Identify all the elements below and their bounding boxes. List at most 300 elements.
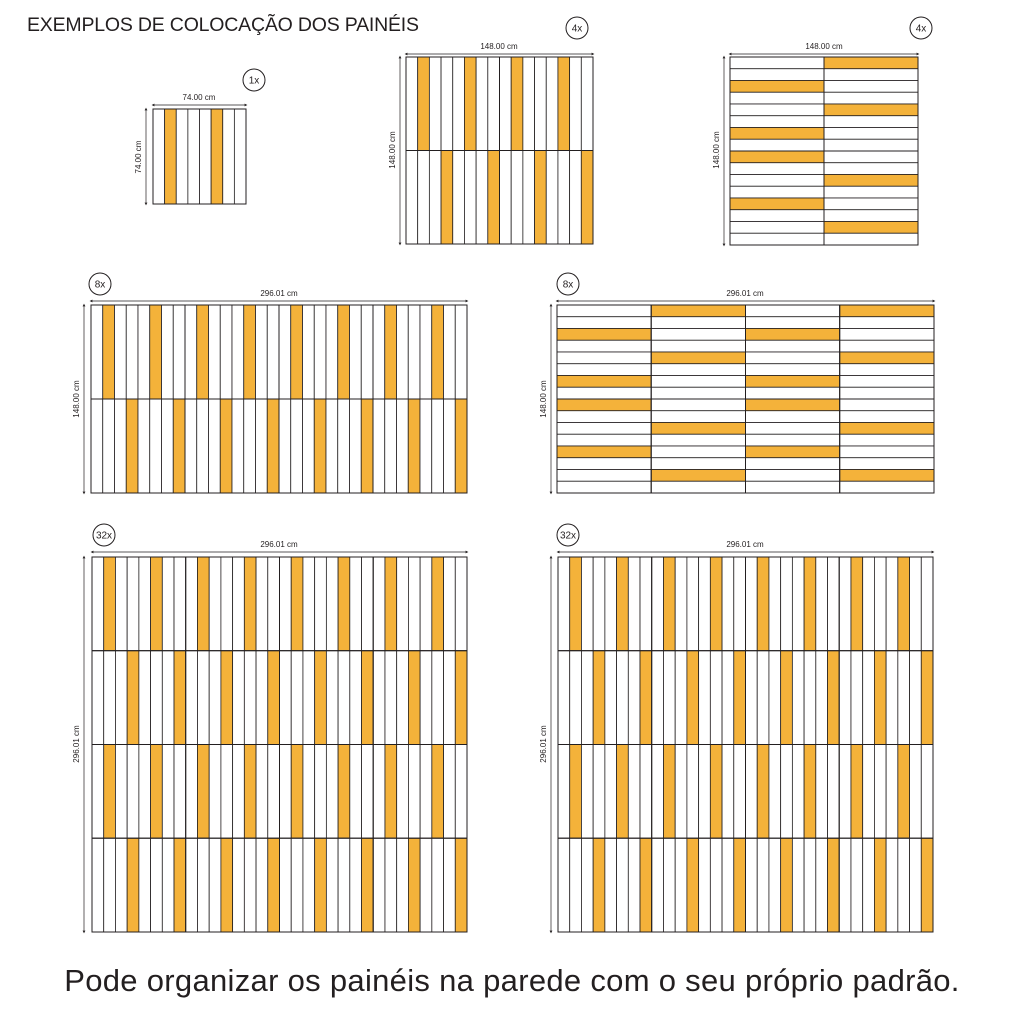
slat [557,423,651,435]
slat [652,651,664,745]
panel [186,745,280,839]
accent-slat [651,305,745,317]
slat [886,838,898,932]
slat [92,745,104,839]
slat [303,305,315,399]
slat [256,399,268,493]
slat [233,838,245,932]
panel [824,57,918,151]
panel [746,557,840,651]
slat [162,838,174,932]
panel [558,557,652,651]
accent-slat [570,745,582,839]
slat [617,838,629,932]
accent-slat [840,470,934,482]
slat [420,399,432,493]
panel [557,305,651,399]
slat [886,651,898,745]
slat [338,399,350,493]
panel [839,838,933,932]
slat [581,651,593,745]
slat [362,557,374,651]
slat [256,305,268,399]
slat [104,838,116,932]
slat [734,557,746,651]
slat [233,557,245,651]
slat [804,838,816,932]
accent-slat [874,651,886,745]
slat [910,838,922,932]
accent-slat [651,352,745,364]
slat [197,399,209,493]
accent-slat [315,838,327,932]
slat [91,305,103,399]
accent-slat [617,745,629,839]
slat [291,399,303,493]
slat [267,305,279,399]
slat [256,745,268,839]
slat [279,399,291,493]
slat [824,69,918,81]
slat [898,838,910,932]
slat [385,838,397,932]
accent-slat [710,557,722,651]
slat [605,838,617,932]
accent-slat [314,399,326,493]
slat [851,838,863,932]
accent-slat [291,305,303,399]
accent-slat [757,557,769,651]
slat [153,109,165,204]
slat [816,557,828,651]
slat [840,329,934,341]
accent-slat [220,399,232,493]
accent-slat [464,57,476,151]
accent-slat [651,423,745,435]
slat [176,109,188,204]
slat [185,399,197,493]
panel [839,557,933,651]
slat [730,92,824,104]
accent-slat [828,838,840,932]
slat [851,651,863,745]
slat [840,481,934,493]
slat [605,651,617,745]
panel [280,557,374,651]
accent-slat [687,838,699,932]
slat [898,651,910,745]
slat [444,305,456,399]
slat [863,651,875,745]
slat [162,557,174,651]
slat [781,745,793,839]
slat [523,151,535,245]
accent-slat [103,305,115,399]
accent-slat [730,151,824,163]
accent-slat [730,198,824,210]
slat [593,557,605,651]
panel [558,838,652,932]
accent-slat [804,557,816,651]
slat [824,198,918,210]
slat [746,434,840,446]
slat [769,651,781,745]
slat [315,557,327,651]
slat [303,838,315,932]
slat [824,116,918,128]
accent-slat [840,423,934,435]
width-dimension-label: 296.01 cm [726,540,764,549]
slat [824,151,918,163]
slat [115,838,127,932]
accent-slat [126,399,138,493]
slat [558,838,570,932]
slat [338,838,350,932]
accent-slat [362,651,374,745]
slat [173,305,185,399]
slat [839,745,851,839]
slat [103,399,115,493]
slat [675,745,687,839]
slat [303,399,315,493]
layout-example-ex-32x-a [72,524,467,932]
accent-slat [197,557,209,651]
slat [186,838,198,932]
slat [746,458,840,470]
slat [126,305,138,399]
accent-slat [244,745,256,839]
slat [350,557,362,651]
slat [816,745,828,839]
height-dimension-label: 74.00 cm [134,140,143,174]
panel [92,745,186,839]
slat [910,745,922,839]
accent-slat [165,109,177,204]
accent-slat [221,838,233,932]
accent-slat [851,557,863,651]
accent-slat [746,446,840,458]
slat [453,151,465,245]
accent-slat [173,399,185,493]
panel [373,557,467,651]
accent-slat [921,838,933,932]
accent-slat [781,838,793,932]
slat [139,745,151,839]
accent-slat [432,745,444,839]
slat [91,399,103,493]
slat [840,446,934,458]
slat [188,109,200,204]
slat [523,57,535,151]
accent-slat [570,557,582,651]
accent-slat [385,745,397,839]
slat [746,411,840,423]
panel [651,399,745,493]
slat [104,651,116,745]
accent-slat [488,151,500,245]
panel [153,109,246,204]
panel [730,151,824,245]
slat [406,57,418,151]
slat [444,745,456,839]
slat [455,305,467,399]
slat [839,557,851,651]
slat [397,399,409,493]
accent-slat [408,651,420,745]
slat [651,446,745,458]
slat [651,317,745,329]
slat [628,651,640,745]
slat [209,651,221,745]
slat [640,745,652,839]
slat [824,92,918,104]
accent-slat [197,745,209,839]
accent-slat [151,745,163,839]
accent-slat [104,745,116,839]
slat [174,745,186,839]
slat [557,364,651,376]
slat [746,557,758,651]
width-dimension-label: 296.01 cm [260,540,298,549]
slat [557,481,651,493]
slat [408,557,420,651]
slat [223,109,235,204]
accent-slat [874,838,886,932]
accent-slat [640,838,652,932]
panel [279,399,373,493]
accent-slat [557,446,651,458]
accent-slat [455,651,467,745]
slat [699,838,711,932]
accent-slat [840,305,934,317]
slat [558,745,570,839]
accent-slat [455,399,467,493]
layout-example-ex-4x-horizontal [712,17,932,245]
accent-slat [746,376,840,388]
slat [840,458,934,470]
slat [746,470,840,482]
slat [824,210,918,222]
slat [687,557,699,651]
slat [840,411,934,423]
slat [350,745,362,839]
accent-slat [746,399,840,411]
slat [200,109,212,204]
accent-slat [730,81,824,93]
slat [675,651,687,745]
layout-example-ex-1x [134,69,265,204]
quantity-badge-label: 4x [571,23,583,35]
slat [824,233,918,245]
slat [651,411,745,423]
slat [326,838,338,932]
accent-slat [211,109,223,204]
height-dimension-label: 296.01 cm [539,725,548,763]
slat [151,838,163,932]
accent-slat [408,838,420,932]
slat [840,387,934,399]
panel [840,305,934,399]
slat [385,651,397,745]
slat [138,399,150,493]
slat [651,434,745,446]
accent-slat [663,745,675,839]
slat [863,745,875,839]
accent-slat [824,104,918,116]
panel [652,557,746,651]
slat [115,305,127,399]
accent-slat [221,651,233,745]
slat [652,838,664,932]
slat [256,838,268,932]
panel [373,399,467,493]
panel [652,838,746,932]
slat [420,745,432,839]
slat [162,399,174,493]
slat [338,651,350,745]
slat [557,340,651,352]
slat [557,352,651,364]
panel [746,399,840,493]
slat [824,128,918,140]
panel [500,151,594,245]
slat [174,557,186,651]
slat [828,557,840,651]
slat [730,186,824,198]
slat [441,57,453,151]
slat [746,364,840,376]
slat [420,838,432,932]
accent-slat [511,57,523,151]
accent-slat [432,305,444,399]
slat [663,651,675,745]
accent-slat [781,651,793,745]
accent-slat [593,838,605,932]
slat [558,557,570,651]
slat [570,838,582,932]
accent-slat [828,651,840,745]
slat [730,233,824,245]
slat [675,557,687,651]
slat [746,423,840,435]
slat [722,651,734,745]
panel [373,305,467,399]
slat [824,139,918,151]
slat [279,305,291,399]
height-dimension-label: 148.00 cm [388,131,397,169]
slat [546,57,558,151]
slat [730,163,824,175]
panel [186,557,280,651]
slat [186,745,198,839]
slat [326,745,338,839]
slat [792,745,804,839]
slat [162,651,174,745]
accent-slat [851,745,863,839]
accent-slat [151,557,163,651]
accent-slat [535,151,547,245]
layout-example-ex-8x-vertical [72,273,467,493]
slat [303,745,315,839]
slat [315,745,327,839]
quantity-badge-label: 8x [94,279,106,291]
accent-slat [824,175,918,187]
height-dimension-label: 148.00 cm [539,380,548,418]
quantity-badge-label: 32x [559,530,577,542]
layout-example-ex-32x-b [539,524,933,932]
slat [730,116,824,128]
slat [139,838,151,932]
slat [558,151,570,245]
slat [138,305,150,399]
slat [373,399,385,493]
slat [730,175,824,187]
accent-slat [804,745,816,839]
slat [746,305,840,317]
slat [605,745,617,839]
panel [186,838,280,932]
panel [92,838,186,932]
accent-slat [840,352,934,364]
panel [557,399,651,493]
accent-slat [734,838,746,932]
slat [500,151,512,245]
panel [839,651,933,745]
slat [350,399,362,493]
accent-slat [338,557,350,651]
accent-slat [361,399,373,493]
slat [652,745,664,839]
slat [209,838,221,932]
panel [185,305,279,399]
slat [593,745,605,839]
slat [652,557,664,651]
slat [256,557,268,651]
slat [280,838,292,932]
slat [373,651,385,745]
slat [326,557,338,651]
slat [581,838,593,932]
slat [92,651,104,745]
accent-slat [267,399,279,493]
slat [874,557,886,651]
accent-slat [651,470,745,482]
slat [350,651,362,745]
slat [921,745,933,839]
slat [840,376,934,388]
slat [804,651,816,745]
accent-slat [150,305,162,399]
panel [840,399,934,493]
slat [232,399,244,493]
width-dimension-label: 296.01 cm [260,289,298,298]
slat [115,557,127,651]
height-dimension-label: 148.00 cm [712,131,721,169]
slat [151,651,163,745]
slat [651,458,745,470]
accent-slat [268,838,280,932]
slat [429,57,441,151]
panel [558,745,652,839]
slat [280,557,292,651]
slat [314,305,326,399]
slat [734,745,746,839]
slat [444,651,456,745]
slat [746,340,840,352]
slat [455,557,467,651]
accent-slat [385,557,397,651]
width-dimension-label: 148.00 cm [805,42,843,51]
